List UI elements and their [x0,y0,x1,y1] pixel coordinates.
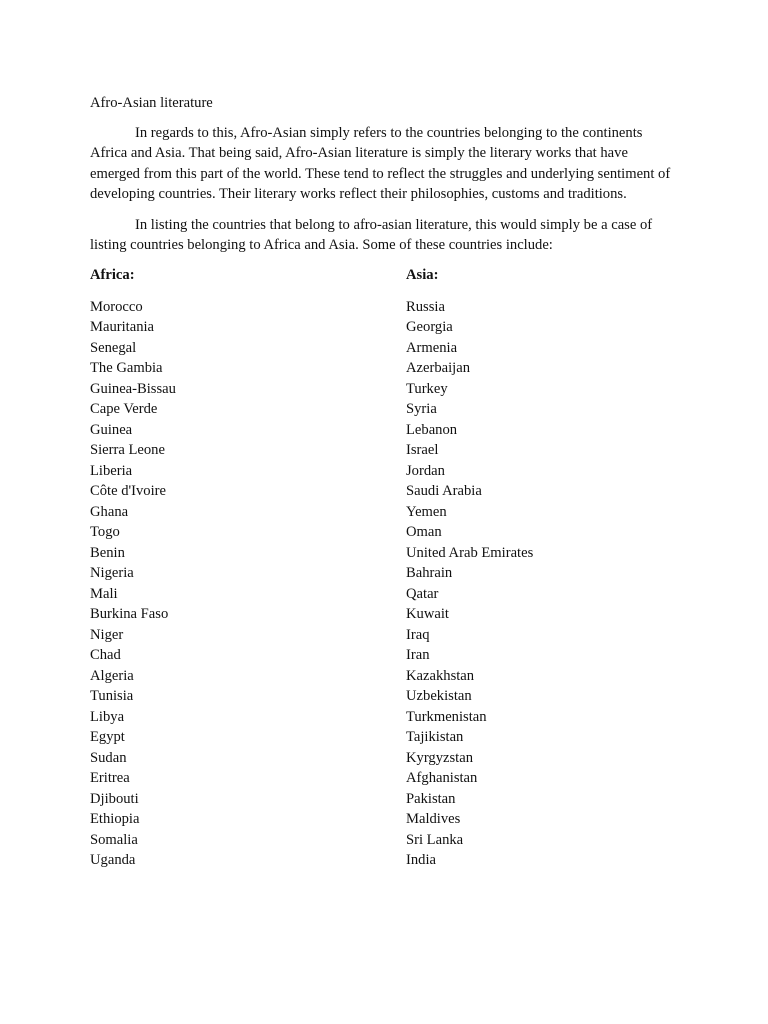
africa-country-list-item: Somalia [90,831,138,848]
asia-country-list-item: Turkmenistan [406,708,487,725]
asia-country-list-item: Sri Lanka [406,831,464,848]
africa-country-list-item: Togo [90,524,120,541]
africa-country-list-item: Sierra Leone [90,442,165,459]
asia-country-list-item: Pakistan [406,790,456,807]
africa-country-list-item: Mauritania [90,319,155,336]
africa-heading: Africa: [90,267,135,284]
africa-country-list-item: Ethiopia [90,811,140,828]
asia-country-list-item: Afghanistan [406,770,478,787]
asia-country-list-item: Saudi Arabia [406,483,482,500]
africa-country-list-item: Eritrea [90,770,130,787]
asia-country-list-item: India [406,852,436,869]
africa-country-list-item: Cape Verde [90,401,158,418]
asia-country-list-item: Iraq [406,626,430,643]
asia-country-list-item: Kuwait [406,606,449,623]
asia-country-list-item: Tajikistan [406,729,464,746]
africa-country-list-item: Algeria [90,667,134,684]
asia-country-list-item: Jordan [406,462,445,479]
asia-country-list-item: United Arab Emirates [406,544,534,561]
africa-country-list-item: The Gambia [90,360,163,377]
asia-country-list-item: Syria [406,401,437,418]
africa-country-list-item: Benin [90,544,125,561]
asia-country-list-item: Kyrgyzstan [406,749,474,766]
africa-country-list-item: Mali [90,585,118,602]
asia-country-list-item: Maldives [406,811,461,828]
africa-country-list-item: Liberia [90,462,133,479]
africa-country-list-item: Tunisia [90,688,134,705]
africa-country-list-item: Libya [90,708,125,725]
asia-country-list-item: Uzbekistan [406,688,472,705]
asia-country-list-item: Yemen [406,503,447,520]
africa-country-list-item: Senegal [90,339,137,356]
asia-country-list-item: Qatar [406,585,439,602]
document-body [90,93,680,869]
asia-column [406,265,533,870]
asia-country-list [406,297,533,871]
africa-country-list-item: Nigeria [90,565,134,582]
africa-country-list-item: Sudan [90,749,127,766]
asia-country-list-item: Iran [406,647,430,664]
asia-country-list-item: Russia [406,298,445,315]
africa-country-list-item: Guinea [90,421,133,438]
africa-country-list-item: Burkina Faso [90,606,169,623]
listing-paragraph: In listing the countries that belong to afro-asian literature, this would simply be a case of listing countries belonging to Africa and Asia. Some of these countries include: [90,216,653,254]
asia-country-list-item: Kazakhstan [406,667,475,684]
africa-country-list-item: Ghana [90,503,129,520]
africa-country-list-item: Guinea-Bissau [90,380,176,397]
asia-country-list-item: Oman [406,524,442,541]
asia-heading: Asia: [406,267,439,284]
africa-country-list-item: Morocco [90,298,143,315]
africa-country-list [90,297,176,871]
asia-country-list-item: Bahrain [406,565,453,582]
africa-column [90,265,176,870]
africa-country-list-item: Djibouti [90,790,139,807]
asia-country-list-item: Lebanon [406,421,458,438]
asia-country-list-item: Azerbaijan [406,360,471,377]
africa-country-list-item: Niger [90,626,124,643]
africa-country-list-item: Chad [90,647,121,664]
africa-country-list-item: Uganda [90,852,136,869]
intro-paragraph: In regards to this, Afro-Asian simply refers to the countries belonging to the continents Africa and Asia. That being said, Afro-Asian literature is simply the literary works that have emerged from this part of the world. These tend to reflect the struggles and underlying sentiment of developing countries. Their literary works reflect their philosophies, customs and traditions. [90,124,671,203]
document-title: Afro-Asian literature [90,95,213,111]
asia-country-list-item: Armenia [406,339,458,356]
asia-country-list-item: Georgia [406,319,453,336]
asia-country-list-item: Turkey [406,380,448,397]
africa-country-list-item: Egypt [90,729,125,746]
africa-country-list-item: Côte d'Ivoire [90,483,166,500]
asia-country-list-item: Israel [406,442,439,459]
